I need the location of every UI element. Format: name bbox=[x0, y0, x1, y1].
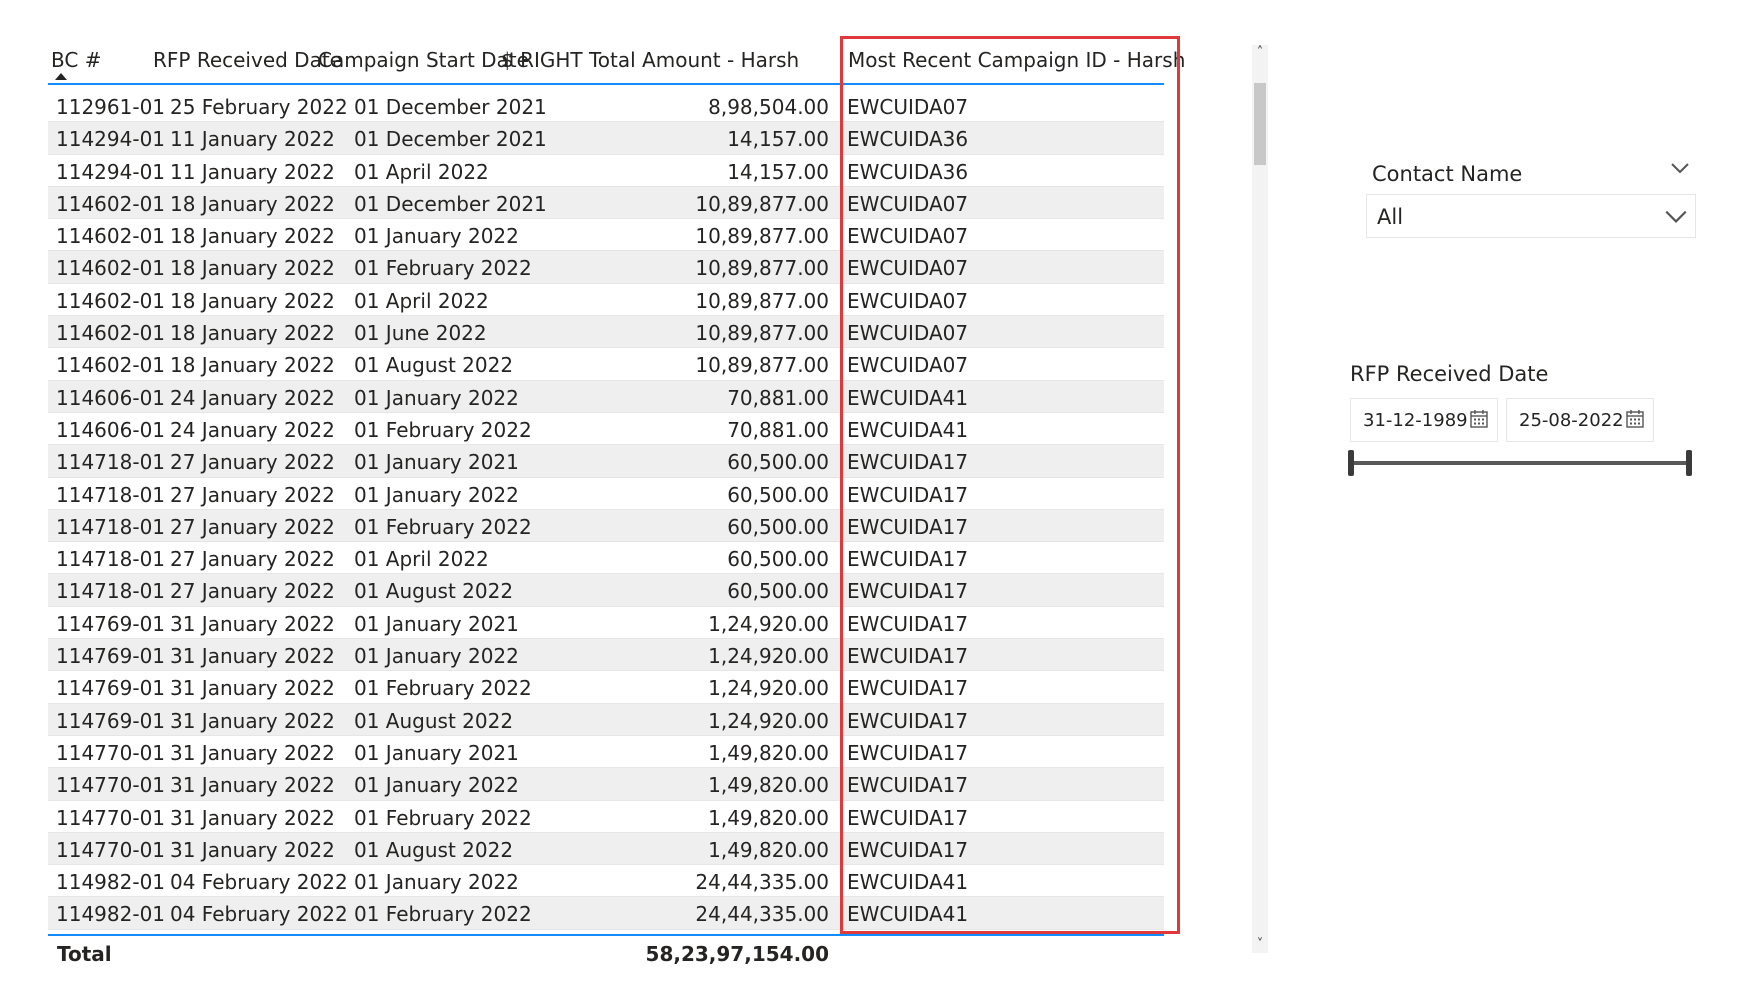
column-header-campaign-start-date[interactable]: Campaign Start Date bbox=[318, 48, 529, 72]
amount-cell: 1,49,820.00 bbox=[708, 837, 829, 862]
bc-cell: 114770-01 bbox=[56, 740, 166, 765]
start-date-cell: 01 February 2022 bbox=[354, 805, 532, 830]
start-date-cell: 01 January 2022 bbox=[354, 870, 519, 895]
amount-cell: 60,500.00 bbox=[727, 579, 829, 604]
bc-cell: 114602-01 bbox=[56, 353, 166, 378]
table-scrollbar[interactable] bbox=[1252, 45, 1268, 953]
amount-cell: 60,500.00 bbox=[727, 547, 829, 572]
rfp-date-cell: 31 January 2022 bbox=[170, 644, 335, 669]
table-row[interactable] bbox=[48, 284, 1164, 316]
total-amount: 58,23,97,154.00 bbox=[645, 942, 829, 966]
contact-name-dropdown[interactable] bbox=[1366, 194, 1696, 238]
slicer-title: Contact Name bbox=[1372, 162, 1523, 186]
amount-cell: 10,89,877.00 bbox=[695, 191, 829, 216]
rfp-date-cell: 11 January 2022 bbox=[170, 159, 335, 184]
bc-cell: 114294-01 bbox=[56, 159, 166, 184]
table-row[interactable] bbox=[48, 122, 1164, 154]
amount-cell: 1,49,820.00 bbox=[708, 740, 829, 765]
amount-cell: 1,24,920.00 bbox=[708, 644, 829, 669]
rfp-date-cell: 18 January 2022 bbox=[170, 224, 335, 249]
campaign-id-cell: EWCUIDA17 bbox=[847, 611, 969, 636]
rfp-date-cell: 04 February 2022 bbox=[170, 902, 348, 927]
sort-ascending-icon[interactable] bbox=[55, 73, 67, 80]
bc-cell: 114602-01 bbox=[56, 191, 166, 216]
campaign-id-cell: EWCUIDA17 bbox=[847, 579, 969, 604]
scroll-up-icon[interactable]: ˄ bbox=[1256, 45, 1264, 60]
table-row[interactable] bbox=[48, 542, 1164, 574]
table-row[interactable] bbox=[48, 445, 1164, 477]
rfp-date-cell: 18 January 2022 bbox=[170, 256, 335, 281]
rfp-date-cell: 04 February 2022 bbox=[170, 870, 348, 895]
contact-name-slicer bbox=[1366, 152, 1696, 242]
date-range-track[interactable] bbox=[1352, 461, 1688, 465]
rfp-date-cell: 31 January 2022 bbox=[170, 676, 335, 701]
start-date-cell: 01 August 2022 bbox=[354, 579, 514, 604]
start-date-cell: 01 January 2021 bbox=[354, 450, 519, 475]
campaign-id-cell: EWCUIDA17 bbox=[847, 676, 969, 701]
campaign-id-cell: EWCUIDA17 bbox=[847, 450, 969, 475]
table-row[interactable] bbox=[48, 574, 1164, 606]
amount-cell: 60,500.00 bbox=[727, 514, 829, 539]
scroll-down-icon[interactable]: ˅ bbox=[1256, 937, 1264, 952]
range-start-handle[interactable] bbox=[1348, 450, 1354, 476]
rfp-date-cell: 27 January 2022 bbox=[170, 514, 335, 539]
start-date-cell: 01 April 2022 bbox=[354, 288, 489, 313]
bc-cell: 114718-01 bbox=[56, 450, 166, 475]
rfp-received-date-slicer bbox=[1348, 358, 1698, 488]
rfp-date-cell: 25 February 2022 bbox=[170, 95, 348, 119]
rfp-date-cell: 18 January 2022 bbox=[170, 321, 335, 346]
amount-cell: 1,49,820.00 bbox=[708, 773, 829, 798]
column-header-rfp-received-date[interactable]: RFP Received Date bbox=[153, 48, 342, 72]
bc-cell: 114294-01 bbox=[56, 127, 166, 152]
bc-cell: 114982-01 bbox=[56, 902, 166, 927]
bc-cell: 114770-01 bbox=[56, 837, 166, 862]
end-date-value: 25-08-2022 bbox=[1519, 410, 1624, 431]
campaign-id-cell: EWCUIDA17 bbox=[847, 644, 969, 669]
rfp-date-cell: 31 January 2022 bbox=[170, 740, 335, 765]
start-date-cell: 01 February 2022 bbox=[354, 676, 532, 701]
rfp-date-cell: 31 January 2022 bbox=[170, 773, 335, 798]
rfp-date-cell: 31 January 2022 bbox=[170, 611, 335, 636]
table-row[interactable] bbox=[48, 865, 1164, 897]
table-row[interactable] bbox=[48, 348, 1164, 380]
start-date-cell: 01 August 2022 bbox=[354, 708, 514, 733]
table-row[interactable] bbox=[48, 381, 1164, 413]
campaign-id-cell: EWCUIDA36 bbox=[847, 127, 969, 152]
bc-cell: 114769-01 bbox=[56, 708, 166, 733]
amount-cell: 10,89,877.00 bbox=[695, 321, 829, 346]
bc-cell: 114602-01 bbox=[56, 224, 166, 249]
start-date-cell: 01 February 2022 bbox=[354, 417, 532, 442]
rfp-date-cell: 18 January 2022 bbox=[170, 353, 335, 378]
campaign-id-cell: EWCUIDA41 bbox=[847, 385, 969, 410]
campaign-id-cell: EWCUIDA17 bbox=[847, 740, 969, 765]
rfp-date-cell: 27 January 2022 bbox=[170, 482, 335, 507]
bc-cell: 114770-01 bbox=[56, 805, 166, 830]
chevron-down-icon[interactable] bbox=[1668, 156, 1692, 180]
campaign-id-cell: EWCUIDA07 bbox=[847, 224, 969, 249]
start-date-input[interactable] bbox=[1350, 398, 1498, 442]
column-header-total-amount[interactable]: $ RIGHT Total Amount - Harsh bbox=[501, 48, 800, 72]
amount-cell: 10,89,877.00 bbox=[695, 353, 829, 378]
amount-cell: 14,157.00 bbox=[727, 159, 829, 184]
amount-cell: 70,881.00 bbox=[727, 417, 829, 442]
start-date-cell: 01 August 2022 bbox=[354, 353, 514, 378]
table-row[interactable] bbox=[48, 251, 1164, 283]
campaign-id-cell: EWCUIDA17 bbox=[847, 805, 969, 830]
bc-cell: 114982-01 bbox=[56, 870, 166, 895]
end-date-input[interactable] bbox=[1506, 398, 1654, 442]
bc-cell: 114718-01 bbox=[56, 514, 166, 539]
calendar-icon[interactable] bbox=[1625, 409, 1645, 429]
campaign-id-cell: EWCUIDA07 bbox=[847, 288, 969, 313]
amount-cell: 1,24,920.00 bbox=[708, 676, 829, 701]
start-date-cell: 01 June 2022 bbox=[354, 321, 487, 346]
table-row[interactable] bbox=[48, 897, 1164, 929]
amount-cell: 14,157.00 bbox=[727, 127, 829, 152]
start-date-cell: 01 January 2022 bbox=[354, 644, 519, 669]
range-end-handle[interactable] bbox=[1686, 450, 1692, 476]
rfp-date-cell: 24 January 2022 bbox=[170, 417, 335, 442]
campaign-id-cell: EWCUIDA07 bbox=[847, 353, 969, 378]
campaign-id-cell: EWCUIDA41 bbox=[847, 417, 969, 442]
bc-cell: 114718-01 bbox=[56, 547, 166, 572]
table-visual bbox=[48, 36, 1186, 966]
table-row[interactable] bbox=[48, 316, 1164, 348]
rfp-date-cell: 31 January 2022 bbox=[170, 837, 335, 862]
table-row[interactable] bbox=[48, 768, 1164, 800]
rfp-date-cell: 31 January 2022 bbox=[170, 805, 335, 830]
chevron-down-icon[interactable] bbox=[1663, 203, 1689, 229]
bc-cell: 114718-01 bbox=[56, 579, 166, 604]
bc-cell: 114770-01 bbox=[56, 773, 166, 798]
campaign-id-cell: EWCUIDA17 bbox=[847, 547, 969, 572]
rfp-date-cell: 24 January 2022 bbox=[170, 385, 335, 410]
table-row[interactable] bbox=[48, 704, 1164, 736]
column-header-bc[interactable]: BC # bbox=[51, 48, 102, 72]
start-date-cell: 01 August 2022 bbox=[354, 837, 514, 862]
amount-cell: 1,49,820.00 bbox=[708, 805, 829, 830]
table-row[interactable] bbox=[48, 607, 1164, 639]
campaign-id-cell: EWCUIDA17 bbox=[847, 482, 969, 507]
header-divider bbox=[48, 83, 1164, 85]
start-date-cell: 01 December 2021 bbox=[354, 191, 547, 216]
amount-cell: 60,500.00 bbox=[727, 450, 829, 475]
bc-cell: 114602-01 bbox=[56, 288, 166, 313]
start-date-value: 31-12-1989 bbox=[1363, 410, 1468, 431]
bc-cell: 114769-01 bbox=[56, 676, 166, 701]
rfp-date-cell: 31 January 2022 bbox=[170, 708, 335, 733]
start-date-cell: 01 February 2022 bbox=[354, 256, 532, 281]
amount-cell: 1,24,920.00 bbox=[708, 611, 829, 636]
campaign-id-cell: EWCUIDA41 bbox=[847, 902, 969, 927]
campaign-id-cell: EWCUIDA17 bbox=[847, 773, 969, 798]
bc-cell: 114606-01 bbox=[56, 385, 166, 410]
rfp-date-cell: 11 January 2022 bbox=[170, 127, 335, 152]
amount-cell: 10,89,877.00 bbox=[695, 288, 829, 313]
bc-cell: 114769-01 bbox=[56, 611, 166, 636]
amount-cell: 70,881.00 bbox=[727, 385, 829, 410]
start-date-cell: 01 January 2022 bbox=[354, 224, 519, 249]
bc-cell: 114602-01 bbox=[56, 256, 166, 281]
table-row[interactable] bbox=[48, 90, 1164, 122]
total-divider bbox=[48, 934, 1164, 936]
start-date-cell: 01 December 2021 bbox=[354, 95, 547, 119]
bc-cell: 114718-01 bbox=[56, 482, 166, 507]
column-header-campaign-id[interactable]: Most Recent Campaign ID - Harsh bbox=[848, 48, 1186, 72]
bc-cell: 114769-01 bbox=[56, 644, 166, 669]
campaign-id-cell: EWCUIDA41 bbox=[847, 870, 969, 895]
start-date-cell: 01 December 2021 bbox=[354, 127, 547, 152]
table-row[interactable] bbox=[48, 671, 1164, 703]
table-row[interactable] bbox=[48, 639, 1164, 671]
start-date-cell: 01 January 2022 bbox=[354, 385, 519, 410]
bc-cell: 114602-01 bbox=[56, 321, 166, 346]
campaign-id-cell: EWCUIDA17 bbox=[847, 514, 969, 539]
bc-cell: 114606-01 bbox=[56, 417, 166, 442]
start-date-cell: 01 February 2022 bbox=[354, 514, 532, 539]
start-date-cell: 01 January 2022 bbox=[354, 482, 519, 507]
start-date-cell: 01 January 2021 bbox=[354, 611, 519, 636]
amount-cell: 1,24,920.00 bbox=[708, 708, 829, 733]
amount-cell: 10,89,877.00 bbox=[695, 256, 829, 281]
table-row[interactable] bbox=[48, 219, 1164, 251]
total-label: Total bbox=[57, 942, 112, 966]
table-row[interactable] bbox=[48, 510, 1164, 542]
rfp-date-cell: 18 January 2022 bbox=[170, 288, 335, 313]
table-row[interactable] bbox=[48, 187, 1164, 219]
table-row[interactable] bbox=[48, 413, 1164, 445]
calendar-icon[interactable] bbox=[1469, 409, 1489, 429]
start-date-cell: 01 January 2021 bbox=[354, 740, 519, 765]
table-row[interactable] bbox=[48, 801, 1164, 833]
campaign-id-cell: EWCUIDA07 bbox=[847, 321, 969, 346]
table-row[interactable] bbox=[48, 478, 1164, 510]
start-date-cell: 01 January 2022 bbox=[354, 773, 519, 798]
table-body bbox=[48, 90, 1164, 930]
dropdown-value: All bbox=[1377, 205, 1404, 229]
amount-cell: 24,44,335.00 bbox=[695, 902, 829, 927]
amount-cell: 10,89,877.00 bbox=[695, 224, 829, 249]
bc-cell: 112961-01 bbox=[56, 95, 166, 119]
rfp-date-cell: 18 January 2022 bbox=[170, 191, 335, 216]
table-row[interactable] bbox=[48, 833, 1164, 865]
table-row[interactable] bbox=[48, 736, 1164, 768]
start-date-cell: 01 April 2022 bbox=[354, 159, 489, 184]
campaign-id-cell: EWCUIDA17 bbox=[847, 837, 969, 862]
amount-cell: 24,44,335.00 bbox=[695, 870, 829, 895]
slicer-title: RFP Received Date bbox=[1350, 362, 1549, 386]
table-row[interactable] bbox=[48, 155, 1164, 187]
rfp-date-cell: 27 January 2022 bbox=[170, 450, 335, 475]
rfp-date-cell: 27 January 2022 bbox=[170, 579, 335, 604]
campaign-id-cell: EWCUIDA07 bbox=[847, 256, 969, 281]
amount-cell: 8,98,504.00 bbox=[708, 95, 829, 119]
start-date-cell: 01 April 2022 bbox=[354, 547, 489, 572]
start-date-cell: 01 February 2022 bbox=[354, 902, 532, 927]
rfp-date-cell: 27 January 2022 bbox=[170, 547, 335, 572]
campaign-id-cell: EWCUIDA07 bbox=[847, 95, 969, 119]
amount-cell: 60,500.00 bbox=[727, 482, 829, 507]
scroll-thumb[interactable] bbox=[1254, 83, 1266, 165]
campaign-id-cell: EWCUIDA36 bbox=[847, 159, 969, 184]
campaign-id-cell: EWCUIDA17 bbox=[847, 708, 969, 733]
campaign-id-cell: EWCUIDA07 bbox=[847, 191, 969, 216]
